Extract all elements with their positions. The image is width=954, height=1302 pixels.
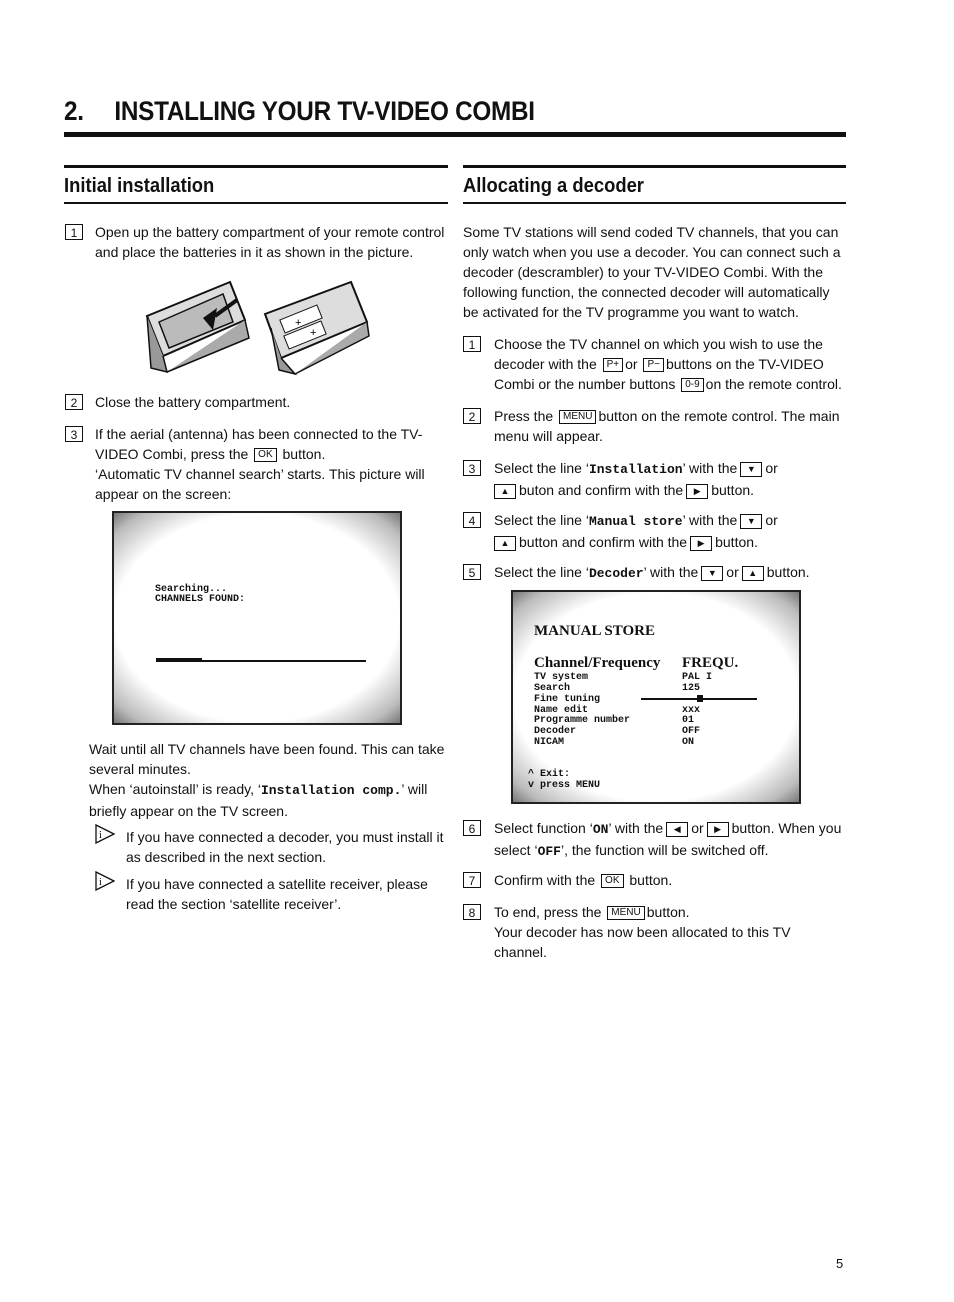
step-text: Confirm with the OK button. bbox=[494, 872, 673, 888]
menu-row-label: Decoder bbox=[534, 726, 577, 737]
svg-text:i: i bbox=[99, 830, 102, 841]
remote-with-batteries bbox=[265, 282, 369, 374]
progress-fill bbox=[156, 658, 202, 662]
menu-exit-line2: v press MENU bbox=[528, 780, 601, 791]
down-arrow-icon: ▼ bbox=[740, 462, 762, 477]
number-keys: 0-9 bbox=[681, 378, 703, 392]
fine-tuning-marker bbox=[697, 695, 703, 702]
remote-battery-illustration bbox=[145, 278, 371, 376]
remote-open-compartment bbox=[147, 282, 249, 372]
step-text: Select function ‘ON’ with the ◀ or ▶ button. When you select ‘OFF’, the function will be switched off. bbox=[494, 820, 842, 859]
menu-row-value: xxx bbox=[682, 705, 701, 716]
ok-key: OK bbox=[601, 874, 623, 888]
menu-key: MENU bbox=[607, 906, 644, 920]
section-heading-allocating-decoder: Allocating a decoder bbox=[463, 175, 644, 197]
wait-text: Wait until all TV channels have been found. This can take several minutes. When ‘autoinstall’ is ready, ‘Installation comp.’ will briefly appear on the TV screen. bbox=[89, 741, 445, 819]
menu-title: MANUAL STORE bbox=[534, 623, 655, 639]
step-number: 4 bbox=[463, 512, 481, 528]
step-number: 3 bbox=[65, 426, 83, 442]
info-icon bbox=[95, 871, 115, 891]
step-number: 2 bbox=[463, 408, 481, 424]
menu-row-label: Name edit bbox=[534, 705, 589, 716]
screen-searching: Searching... bbox=[155, 584, 228, 595]
menu-key: MENU bbox=[559, 410, 596, 424]
screen-channels-found: CHANNELS FOUND: bbox=[155, 594, 246, 605]
menu-header-left: Channel/Frequency bbox=[534, 655, 661, 671]
up-arrow-icon: ▲ bbox=[494, 484, 516, 499]
up-arrow-icon: ▲ bbox=[494, 536, 516, 551]
note-decoder: If you have connected a decoder, you must install it as described in the next section. bbox=[126, 829, 444, 865]
step-text: Select the line ‘Manual store’ with the ▼ or ▲ button and confirm with the ▶ button. bbox=[494, 512, 778, 550]
title-rule bbox=[64, 132, 846, 137]
step-text: Select the line ‘Installation’ with the ▼ or ▲ buton and confirm with the ▶ button. bbox=[494, 460, 778, 498]
right-arrow-icon: ▶ bbox=[686, 484, 708, 499]
p-plus-key: P+ bbox=[603, 358, 624, 372]
menu-row-value: ON bbox=[682, 737, 695, 748]
menu-exit-line1: ^ Exit: bbox=[528, 769, 571, 780]
menu-row-label: TV system bbox=[534, 672, 589, 683]
right-arrow-icon: ▶ bbox=[707, 822, 729, 837]
up-arrow-icon: ▲ bbox=[742, 566, 764, 581]
step-number: 7 bbox=[463, 872, 481, 888]
section-rule-top bbox=[463, 165, 846, 168]
svg-text:+: + bbox=[310, 327, 317, 339]
section-heading-initial-installation: Initial installation bbox=[64, 175, 215, 197]
section-rule-top bbox=[64, 165, 448, 168]
tv-screen-manual-store bbox=[511, 590, 801, 804]
down-arrow-icon: ▼ bbox=[701, 566, 723, 581]
step-number: 6 bbox=[463, 820, 481, 836]
down-arrow-icon: ▼ bbox=[740, 514, 762, 529]
step-text: Select the line ‘Decoder’ with the ▼ or ▲ button. bbox=[494, 564, 810, 581]
step-number: 1 bbox=[65, 224, 83, 240]
step-number: 5 bbox=[463, 564, 481, 580]
section-rule-bottom bbox=[64, 202, 448, 204]
step-number: 1 bbox=[463, 336, 481, 352]
page-title: 2. INSTALLING YOUR TV-VIDEO COMBI bbox=[64, 96, 535, 126]
intro-text: Some TV stations will send coded TV channels, that you can only watch when you use a decoder. You can connect such a decoder (descrambler) to your TV-VIDEO Combi. With the following function, the connected decoder will automatically be activated for the TV programme you want to watch. bbox=[463, 224, 841, 320]
section-rule-bottom bbox=[463, 202, 846, 204]
menu-row-value: OFF bbox=[682, 726, 701, 737]
menu-row-label: Search bbox=[534, 683, 571, 694]
menu-row-value: PAL I bbox=[682, 672, 713, 683]
ok-key: OK bbox=[254, 448, 276, 462]
svg-text:i: i bbox=[99, 877, 102, 888]
tv-screen-search bbox=[112, 511, 402, 725]
page-number: 5 bbox=[836, 1256, 844, 1271]
menu-header-right: FREQU. bbox=[682, 655, 739, 671]
menu-row-value: 01 bbox=[682, 715, 695, 726]
step-text: To end, press the MENU button. Your decoder has now been allocated to this TV channel. bbox=[494, 904, 791, 960]
menu-row-label: Programme number bbox=[534, 715, 631, 726]
left-arrow-icon: ◀ bbox=[666, 822, 688, 837]
info-icon bbox=[95, 824, 115, 844]
step-text: If the aerial (antenna) has been connected to the TV-VIDEO Combi, press the OK button. ‘Automatic TV channel search’ starts. This picture will appear on the screen: bbox=[95, 426, 425, 502]
step-number: 2 bbox=[65, 394, 83, 410]
step-text: Press the MENU button on the remote control. The main menu will appear. bbox=[494, 408, 840, 444]
menu-row-label: NICAM bbox=[534, 737, 565, 748]
step-number: 8 bbox=[463, 904, 481, 920]
p-minus-key: P− bbox=[643, 358, 664, 372]
right-arrow-icon: ▶ bbox=[690, 536, 712, 551]
step-text: Close the battery compartment. bbox=[95, 394, 291, 410]
step-text: Open up the battery compartment of your remote control and place the batteries in it as shown in the picture. bbox=[95, 224, 445, 260]
step-text: Choose the TV channel on which you wish to use the decoder with the P+ or P− buttons on the TV-VIDEO Combi or the number buttons 0-9 on the remote control. bbox=[494, 336, 842, 392]
svg-text:+: + bbox=[295, 317, 302, 329]
note-satellite: If you have connected a satellite receiver, please read the section ‘satellite receiver’. bbox=[126, 876, 428, 912]
step-number: 3 bbox=[463, 460, 481, 476]
menu-row-value: 125 bbox=[682, 683, 701, 694]
menu-row-label: Fine tuning bbox=[534, 694, 601, 705]
